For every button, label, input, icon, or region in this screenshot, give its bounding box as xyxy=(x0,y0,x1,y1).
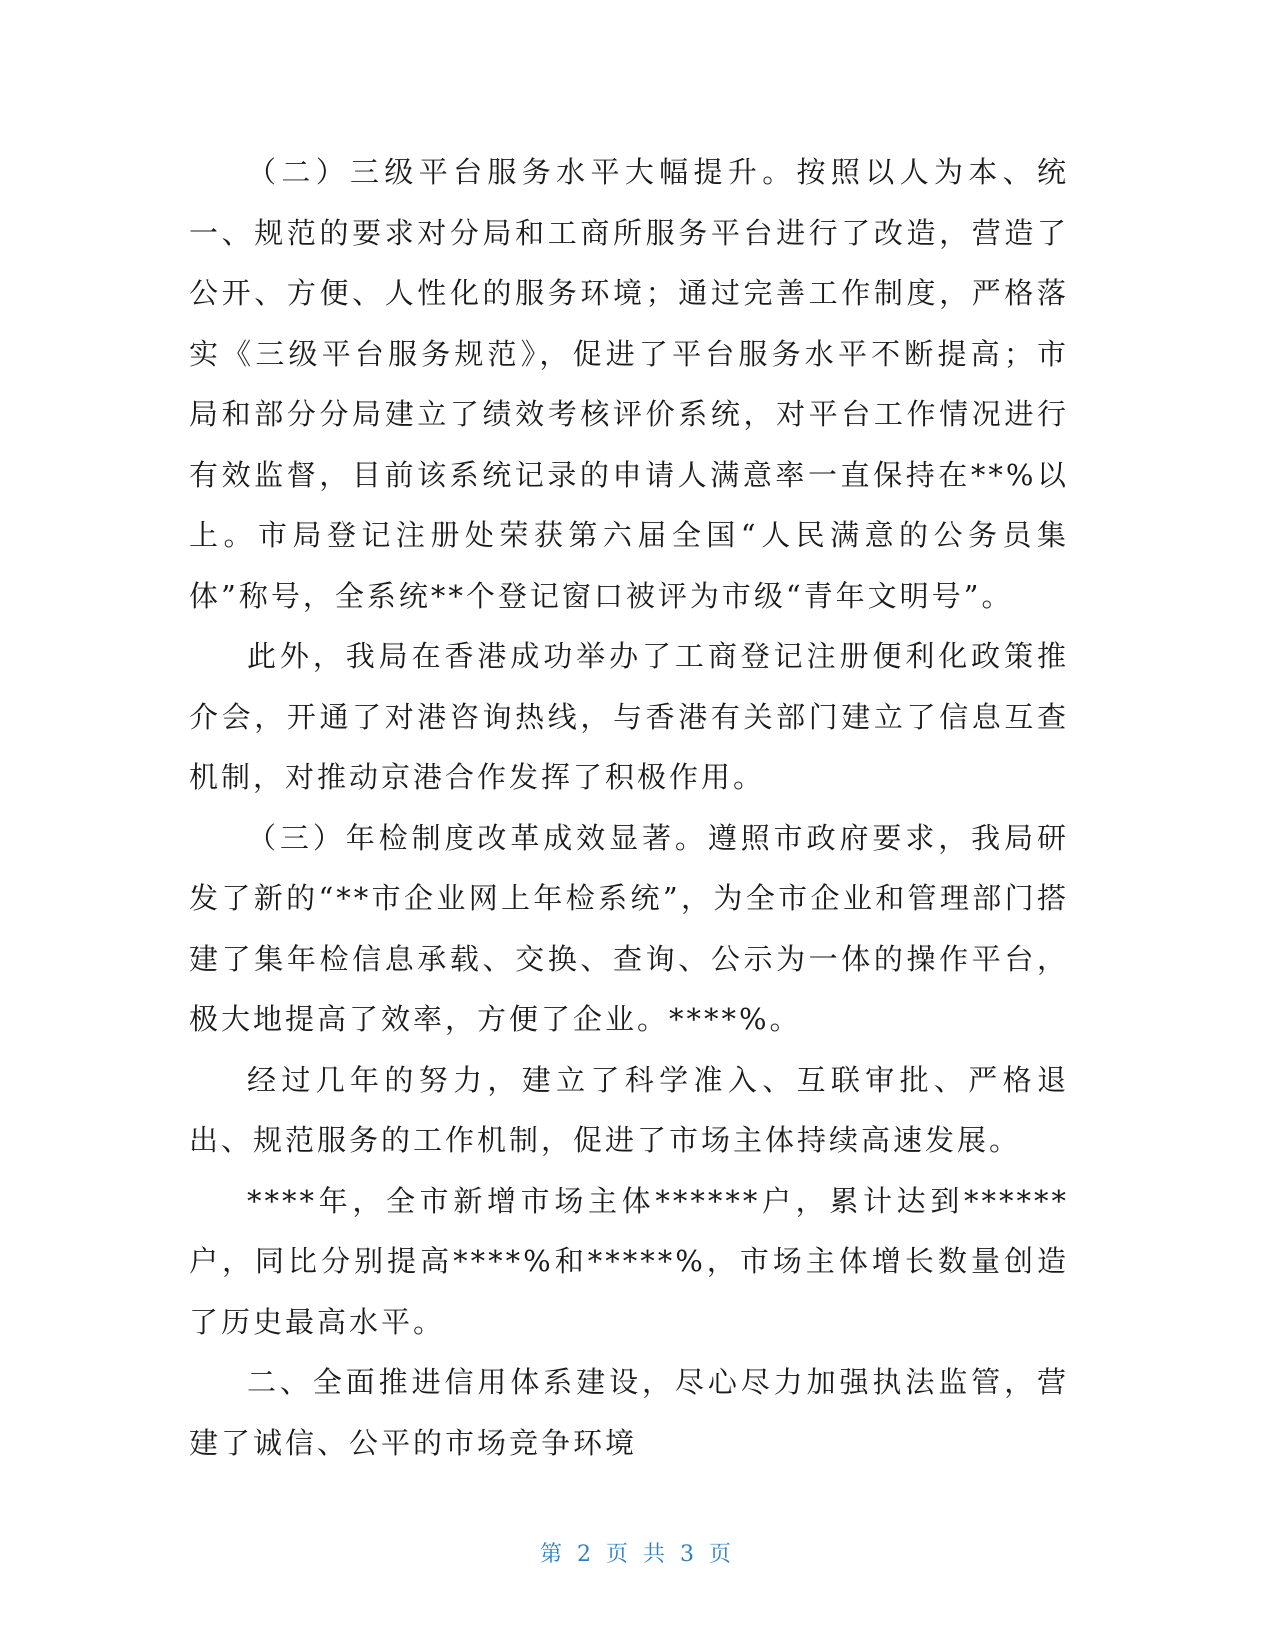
document-body xyxy=(189,142,1069,1473)
paragraph-market-growth: ****年，全市新增市场主体******户，累计达到******户，同比分别提高****%和*****%，市场主体增长数量创造了历史最高水平。 xyxy=(189,1183,1069,1339)
paragraph-hong-kong-cooperation: 此外，我局在香港成功举办了工商登记注册便利化政策推介会，开通了对港咨询热线，与香港有关部门建立了信息互查机制，对推动京港合作发挥了积极作用。 xyxy=(189,639,1069,794)
paragraph-platform-service: （二）三级平台服务水平大幅提升。按照以人为本、统一、规范的要求对分局和工商所服务平台进行了改造，营造了公开、方便、人性化的服务环境；通过完善工作制度，严格落实《三级平台服务规范》，促进了平台服务水平不断提高；市局和部分分局建立了绩效考核评价系统，对平台工作情况进行有效监督，目前该系统记录的申请人满意率一直保持在**%以上。市局登记注册处荣获第六届全国“人民满意的公务员集体”称号，全系统**个登记窗口被评为市级“青年文明号”。 xyxy=(189,155,1069,613)
paragraph-work-mechanism: 经过几年的努力，建立了科学准入、互联审批、严格退出、规范服务的工作机制，促进了市场主体持续高速发展。 xyxy=(189,1062,1069,1157)
page-number-footer xyxy=(0,1537,1275,1568)
section-heading-credit-system: 二、全面推进信用体系建设，尽心尽力加强执法监管，营建了诚信、公平的市场竞争环境 xyxy=(189,1365,1069,1460)
page-number-label: 第 2 页 共 3 页 xyxy=(540,1542,735,1567)
paragraph-annual-inspection-reform: （三）年检制度改革成效显著。遵照市政府要求，我局研发了新的“**市企业网上年检系统”，为全市企业和管理部门搭建了集年检信息承载、交换、查询、公示为一体的操作平台，极大地提高了效率，方便了企业。****%。 xyxy=(189,820,1069,1036)
